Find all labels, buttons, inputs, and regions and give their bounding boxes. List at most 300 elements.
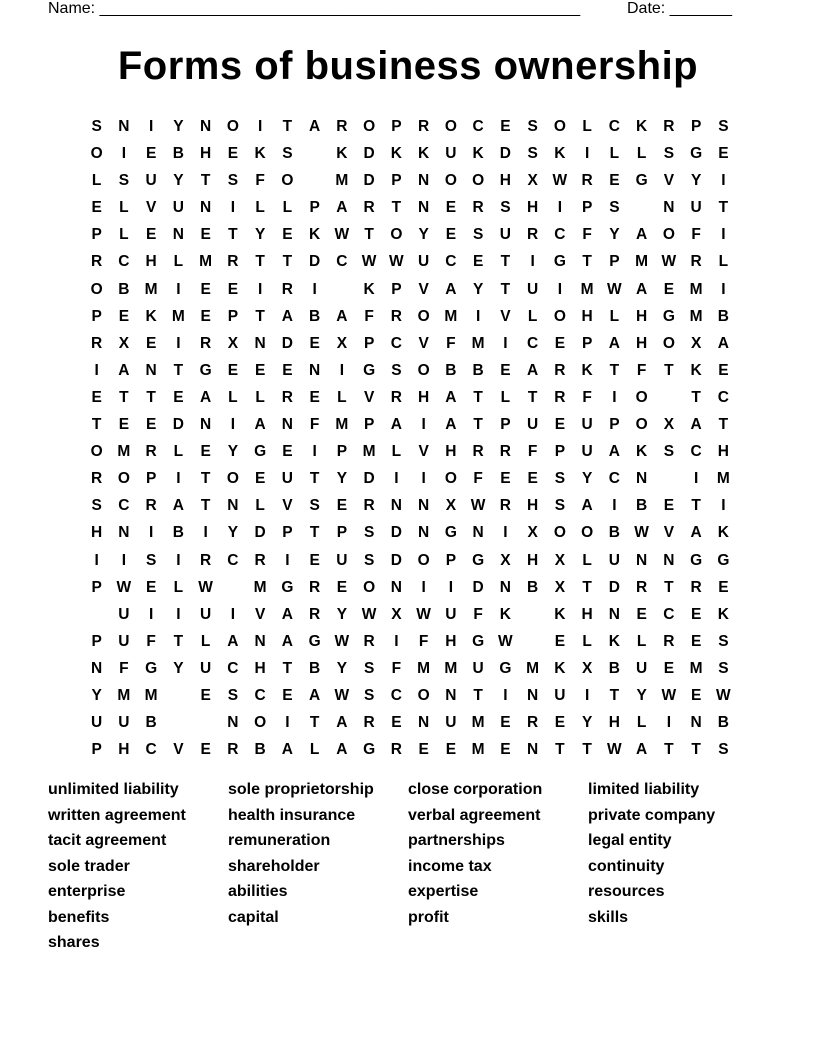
grid-cell[interactable]: K bbox=[145, 307, 157, 325]
grid-cell[interactable]: R bbox=[690, 253, 702, 271]
grid-cell[interactable] bbox=[301, 167, 328, 194]
grid-cell[interactable]: V bbox=[282, 497, 293, 515]
grid-cell[interactable]: C bbox=[608, 470, 620, 488]
grid-cell[interactable]: A bbox=[581, 497, 593, 515]
grid-cell[interactable]: T bbox=[200, 497, 211, 515]
grid-cell[interactable]: X bbox=[336, 334, 348, 352]
grid-cell[interactable]: O bbox=[281, 172, 294, 190]
grid-cell[interactable]: N bbox=[472, 524, 484, 542]
grid-cell[interactable]: P bbox=[227, 307, 239, 325]
grid-cell[interactable]: V bbox=[418, 443, 429, 461]
grid-cell[interactable]: L bbox=[255, 199, 265, 217]
grid-cell[interactable]: H bbox=[418, 388, 430, 406]
date-field-label[interactable]: Date: _______ bbox=[627, 0, 732, 17]
grid-cell[interactable]: I bbox=[394, 632, 399, 650]
grid-cell[interactable]: G bbox=[363, 361, 376, 379]
grid-cell[interactable]: D bbox=[390, 524, 402, 542]
grid-cell[interactable]: A bbox=[281, 632, 293, 650]
grid-cell[interactable]: A bbox=[281, 307, 293, 325]
grid-cell[interactable]: I bbox=[448, 578, 454, 596]
grid-cell[interactable]: O bbox=[90, 443, 103, 461]
grid-cell[interactable]: O bbox=[417, 307, 430, 325]
grid-cell[interactable]: P bbox=[391, 118, 402, 135]
grid-cell[interactable]: C bbox=[227, 551, 239, 569]
grid-cell[interactable]: B bbox=[309, 659, 321, 677]
grid-cell[interactable]: U bbox=[499, 226, 511, 244]
grid-cell[interactable]: T bbox=[309, 470, 320, 488]
grid-cell[interactable]: R bbox=[363, 714, 375, 732]
grid-cell[interactable]: S bbox=[227, 686, 239, 704]
grid-cell[interactable]: L bbox=[255, 388, 265, 406]
grid-cell[interactable]: Y bbox=[581, 470, 593, 488]
grid-cell[interactable]: C bbox=[145, 741, 157, 759]
grid-cell[interactable]: T bbox=[582, 578, 592, 596]
grid-cell[interactable]: K bbox=[418, 145, 430, 163]
grid-cell[interactable]: K bbox=[390, 145, 402, 163]
grid-cell[interactable]: N bbox=[636, 470, 648, 488]
grid-cell[interactable]: Y bbox=[173, 172, 184, 190]
grid-cell[interactable]: T bbox=[664, 741, 674, 759]
grid-cell[interactable]: H bbox=[445, 632, 457, 650]
grid-cell[interactable]: L bbox=[173, 443, 184, 461]
grid-cell[interactable]: E bbox=[200, 307, 211, 325]
grid-cell[interactable]: T bbox=[200, 172, 211, 190]
grid-cell[interactable]: E bbox=[227, 361, 239, 379]
grid-cell[interactable]: X bbox=[227, 334, 239, 352]
grid-cell[interactable]: E bbox=[200, 686, 211, 704]
grid-cell[interactable]: R bbox=[336, 118, 348, 135]
grid-cell[interactable]: G bbox=[499, 659, 512, 677]
grid-cell[interactable]: I bbox=[176, 280, 181, 298]
grid-cell[interactable]: W bbox=[334, 632, 350, 650]
grid-cell[interactable]: G bbox=[254, 443, 267, 461]
grid-cell[interactable]: S bbox=[718, 659, 729, 677]
grid-cell[interactable]: M bbox=[253, 578, 267, 596]
grid-cell[interactable]: T bbox=[691, 497, 701, 515]
grid-cell[interactable]: N bbox=[527, 741, 539, 759]
grid-cell[interactable]: T bbox=[282, 253, 293, 271]
grid-cell[interactable]: E bbox=[145, 226, 157, 244]
grid-cell[interactable]: I bbox=[94, 551, 99, 569]
grid-cell[interactable]: E bbox=[663, 280, 675, 298]
grid-cell[interactable]: S bbox=[91, 497, 102, 515]
grid-cell[interactable]: R bbox=[309, 605, 321, 623]
grid-cell[interactable]: P bbox=[690, 118, 702, 135]
grid-cell[interactable]: I bbox=[612, 388, 617, 406]
grid-cell[interactable]: I bbox=[421, 470, 426, 488]
grid-cell[interactable]: R bbox=[499, 443, 511, 461]
grid-cell[interactable]: F bbox=[418, 632, 429, 650]
grid-cell[interactable]: A bbox=[636, 226, 648, 244]
grid-cell[interactable]: T bbox=[555, 741, 565, 759]
grid-cell[interactable]: K bbox=[690, 361, 702, 379]
grid-cell[interactable]: P bbox=[363, 416, 375, 434]
grid-cell[interactable]: M bbox=[471, 741, 485, 759]
grid-cell[interactable]: U bbox=[200, 605, 212, 623]
grid-cell[interactable]: Y bbox=[91, 686, 102, 704]
grid-cell[interactable]: I bbox=[176, 605, 181, 623]
grid-cell[interactable]: B bbox=[118, 280, 130, 298]
grid-cell[interactable]: A bbox=[118, 361, 130, 379]
grid-cell[interactable]: E bbox=[145, 334, 157, 352]
grid-cell[interactable]: S bbox=[554, 470, 566, 488]
grid-cell[interactable]: N bbox=[309, 361, 321, 379]
grid-cell[interactable]: A bbox=[254, 416, 266, 434]
grid-cell[interactable]: N bbox=[418, 199, 430, 217]
grid-cell[interactable] bbox=[219, 574, 246, 601]
grid-cell[interactable]: N bbox=[418, 172, 430, 190]
grid-cell[interactable] bbox=[192, 709, 219, 736]
grid-cell[interactable]: C bbox=[663, 605, 675, 623]
grid-cell[interactable]: S bbox=[718, 632, 729, 650]
grid-cell[interactable]: E bbox=[418, 741, 429, 759]
grid-cell[interactable]: P bbox=[336, 443, 348, 461]
grid-cell[interactable]: B bbox=[608, 524, 620, 542]
grid-cell[interactable]: D bbox=[281, 334, 293, 352]
grid-cell[interactable]: I bbox=[339, 361, 345, 379]
grid-cell[interactable]: H bbox=[91, 524, 103, 542]
grid-cell[interactable]: T bbox=[255, 307, 265, 325]
grid-cell[interactable]: C bbox=[445, 253, 457, 271]
grid-cell[interactable]: F bbox=[309, 416, 320, 434]
grid-cell[interactable]: N bbox=[281, 416, 293, 434]
grid-cell[interactable]: E bbox=[445, 199, 457, 217]
grid-cell[interactable]: R bbox=[390, 388, 402, 406]
grid-cell[interactable]: P bbox=[609, 253, 620, 271]
grid-cell[interactable]: N bbox=[118, 118, 130, 135]
grid-cell[interactable]: N bbox=[200, 118, 212, 135]
grid-cell[interactable]: F bbox=[582, 226, 592, 244]
grid-cell[interactable]: M bbox=[444, 307, 458, 325]
grid-cell[interactable]: T bbox=[718, 416, 729, 434]
grid-cell[interactable]: N bbox=[145, 361, 157, 379]
grid-cell[interactable]: O bbox=[444, 470, 457, 488]
grid-cell[interactable]: U bbox=[445, 145, 457, 163]
grid-cell[interactable]: P bbox=[91, 741, 102, 759]
grid-cell[interactable]: H bbox=[636, 307, 648, 325]
grid-cell[interactable]: I bbox=[230, 416, 236, 434]
grid-cell[interactable]: N bbox=[254, 334, 266, 352]
grid-cell[interactable]: T bbox=[309, 714, 320, 732]
grid-cell[interactable]: L bbox=[609, 307, 620, 325]
grid-cell[interactable]: E bbox=[663, 659, 675, 677]
grid-cell[interactable]: E bbox=[554, 714, 566, 732]
grid-cell[interactable]: G bbox=[363, 741, 376, 759]
grid-cell[interactable]: U bbox=[445, 714, 457, 732]
grid-cell[interactable]: T bbox=[364, 226, 374, 244]
grid-cell[interactable]: U bbox=[145, 172, 157, 190]
grid-cell[interactable]: D bbox=[363, 172, 375, 190]
grid-cell[interactable]: A bbox=[309, 118, 321, 135]
grid-cell[interactable]: M bbox=[417, 659, 431, 677]
grid-cell[interactable]: F bbox=[473, 470, 483, 488]
grid-cell[interactable]: W bbox=[198, 578, 213, 596]
grid-cell[interactable]: F bbox=[364, 307, 374, 325]
grid-cell[interactable]: B bbox=[472, 361, 484, 379]
grid-cell[interactable]: H bbox=[717, 443, 729, 461]
grid-cell[interactable]: C bbox=[527, 334, 539, 352]
grid-cell[interactable]: U bbox=[445, 605, 457, 623]
grid-cell[interactable]: R bbox=[227, 253, 239, 271]
grid-cell[interactable]: E bbox=[282, 686, 293, 704]
grid-cell[interactable]: M bbox=[526, 659, 540, 677]
grid-cell[interactable]: O bbox=[472, 172, 485, 190]
grid-cell[interactable]: R bbox=[363, 632, 375, 650]
grid-cell[interactable]: T bbox=[309, 524, 320, 542]
grid-cell[interactable]: Y bbox=[254, 226, 266, 244]
grid-cell[interactable]: H bbox=[118, 741, 130, 759]
grid-cell[interactable]: C bbox=[254, 686, 266, 704]
grid-cell[interactable]: R bbox=[690, 578, 702, 596]
grid-cell[interactable]: R bbox=[281, 280, 293, 298]
grid-cell[interactable]: M bbox=[144, 280, 158, 298]
grid-cell[interactable]: F bbox=[527, 443, 538, 461]
grid-cell[interactable]: W bbox=[498, 632, 513, 650]
grid-cell[interactable]: T bbox=[173, 361, 184, 379]
grid-cell[interactable] bbox=[628, 194, 655, 221]
grid-cell[interactable]: A bbox=[608, 334, 620, 352]
grid-cell[interactable]: F bbox=[636, 361, 647, 379]
grid-cell[interactable]: U bbox=[118, 605, 130, 623]
grid-cell[interactable] bbox=[165, 682, 192, 709]
grid-cell[interactable]: A bbox=[281, 605, 293, 623]
grid-cell[interactable]: R bbox=[418, 118, 430, 135]
grid-cell[interactable]: W bbox=[552, 172, 568, 190]
grid-cell[interactable]: T bbox=[500, 280, 511, 298]
grid-cell[interactable]: I bbox=[721, 497, 726, 515]
grid-cell[interactable]: R bbox=[663, 118, 675, 135]
grid-cell[interactable]: A bbox=[636, 280, 648, 298]
grid-cell[interactable]: R bbox=[145, 443, 157, 461]
grid-cell[interactable]: D bbox=[499, 145, 511, 163]
grid-cell[interactable]: N bbox=[390, 578, 402, 596]
grid-cell[interactable]: O bbox=[662, 226, 675, 244]
grid-cell[interactable]: V bbox=[145, 199, 157, 217]
grid-cell[interactable]: S bbox=[363, 551, 375, 569]
grid-cell[interactable]: G bbox=[145, 659, 158, 677]
grid-cell[interactable]: O bbox=[90, 145, 103, 163]
grid-cell[interactable]: K bbox=[554, 605, 566, 623]
grid-cell[interactable]: P bbox=[609, 416, 620, 434]
grid-cell[interactable]: P bbox=[581, 199, 593, 217]
grid-cell[interactable]: N bbox=[118, 524, 130, 542]
grid-cell[interactable]: G bbox=[472, 632, 485, 650]
grid-cell[interactable]: M bbox=[362, 443, 376, 461]
grid-cell[interactable]: I bbox=[230, 605, 236, 623]
grid-cell[interactable]: E bbox=[500, 714, 511, 732]
grid-cell[interactable]: S bbox=[527, 118, 538, 135]
grid-cell[interactable]: G bbox=[662, 307, 675, 325]
grid-cell[interactable]: I bbox=[121, 145, 127, 163]
grid-cell[interactable]: A bbox=[636, 741, 648, 759]
grid-cell[interactable]: Y bbox=[173, 118, 184, 135]
grid-cell[interactable]: W bbox=[661, 253, 677, 271]
grid-cell[interactable]: M bbox=[471, 714, 485, 732]
grid-cell[interactable]: W bbox=[334, 226, 350, 244]
grid-cell[interactable]: S bbox=[363, 524, 375, 542]
grid-cell[interactable]: U bbox=[281, 470, 293, 488]
grid-cell[interactable]: Y bbox=[336, 470, 348, 488]
grid-cell[interactable]: R bbox=[499, 497, 511, 515]
grid-cell[interactable]: M bbox=[144, 686, 158, 704]
grid-cell[interactable]: V bbox=[663, 172, 675, 190]
grid-cell[interactable]: E bbox=[227, 145, 239, 163]
grid-cell[interactable]: M bbox=[689, 307, 703, 325]
grid-cell[interactable]: A bbox=[608, 443, 620, 461]
grid-cell[interactable]: E bbox=[554, 632, 566, 650]
grid-cell[interactable]: R bbox=[554, 361, 566, 379]
grid-cell[interactable]: K bbox=[554, 659, 566, 677]
grid-cell[interactable]: T bbox=[609, 686, 620, 704]
grid-cell[interactable]: F bbox=[146, 632, 156, 650]
grid-cell[interactable]: E bbox=[227, 280, 239, 298]
grid-cell[interactable]: E bbox=[118, 307, 130, 325]
grid-cell[interactable]: L bbox=[527, 307, 538, 325]
grid-cell[interactable]: F bbox=[255, 172, 265, 190]
grid-cell[interactable]: I bbox=[257, 280, 263, 298]
grid-cell[interactable]: U bbox=[690, 199, 702, 217]
grid-cell[interactable]: B bbox=[172, 145, 184, 163]
grid-cell[interactable]: D bbox=[363, 470, 375, 488]
grid-cell[interactable]: I bbox=[530, 253, 535, 271]
grid-cell[interactable]: N bbox=[91, 659, 103, 677]
grid-cell[interactable]: D bbox=[390, 551, 402, 569]
grid-cell[interactable]: I bbox=[176, 334, 181, 352]
grid-cell[interactable]: N bbox=[608, 605, 620, 623]
grid-cell[interactable]: E bbox=[91, 199, 102, 217]
grid-cell[interactable]: I bbox=[557, 199, 563, 217]
grid-cell[interactable]: X bbox=[118, 334, 130, 352]
grid-cell[interactable]: H bbox=[608, 714, 620, 732]
grid-cell[interactable]: F bbox=[391, 659, 402, 677]
grid-cell[interactable]: R bbox=[91, 334, 103, 352]
grid-cell[interactable]: G bbox=[199, 361, 212, 379]
grid-cell[interactable]: Y bbox=[227, 443, 239, 461]
grid-cell[interactable]: K bbox=[717, 605, 729, 623]
grid-cell[interactable]: P bbox=[91, 632, 102, 650]
grid-cell[interactable]: V bbox=[500, 307, 511, 325]
grid-cell[interactable]: E bbox=[145, 145, 157, 163]
grid-cell[interactable]: M bbox=[635, 253, 649, 271]
grid-cell[interactable]: F bbox=[473, 605, 483, 623]
grid-cell[interactable]: S bbox=[663, 443, 675, 461]
grid-cell[interactable]: N bbox=[418, 497, 430, 515]
grid-cell[interactable]: G bbox=[717, 551, 730, 569]
grid-cell[interactable]: T bbox=[527, 388, 538, 406]
grid-cell[interactable]: T bbox=[282, 659, 293, 677]
grid-cell[interactable]: G bbox=[553, 253, 566, 271]
grid-cell[interactable]: S bbox=[663, 145, 675, 163]
grid-cell[interactable]: V bbox=[663, 524, 675, 542]
grid-cell[interactable]: P bbox=[309, 199, 320, 217]
grid-cell[interactable]: E bbox=[200, 741, 211, 759]
grid-cell[interactable]: A bbox=[336, 741, 348, 759]
grid-cell[interactable]: U bbox=[172, 199, 184, 217]
grid-cell[interactable]: I bbox=[148, 118, 154, 135]
grid-cell[interactable] bbox=[519, 601, 546, 628]
grid-cell[interactable]: E bbox=[554, 416, 566, 434]
grid-cell[interactable]: D bbox=[254, 524, 266, 542]
grid-cell[interactable]: U bbox=[554, 686, 566, 704]
grid-cell[interactable]: I bbox=[257, 118, 263, 135]
grid-cell[interactable]: E bbox=[391, 714, 402, 732]
grid-cell[interactable]: I bbox=[285, 714, 290, 732]
grid-cell[interactable]: U bbox=[581, 443, 593, 461]
grid-cell[interactable]: A bbox=[309, 686, 321, 704]
grid-cell[interactable]: T bbox=[282, 118, 293, 135]
grid-cell[interactable]: X bbox=[500, 551, 511, 569]
grid-cell[interactable]: E bbox=[336, 578, 348, 596]
grid-cell[interactable]: B bbox=[445, 361, 457, 379]
grid-cell[interactable]: I bbox=[612, 497, 617, 515]
grid-cell[interactable]: L bbox=[119, 199, 129, 217]
grid-cell[interactable] bbox=[655, 465, 682, 492]
grid-cell[interactable]: E bbox=[282, 443, 293, 461]
grid-cell[interactable]: R bbox=[91, 253, 103, 271]
grid-cell[interactable]: I bbox=[721, 226, 726, 244]
grid-cell[interactable]: D bbox=[363, 145, 375, 163]
grid-cell[interactable]: I bbox=[666, 714, 672, 732]
grid-cell[interactable]: E bbox=[91, 388, 102, 406]
grid-cell[interactable]: T bbox=[664, 361, 674, 379]
grid-cell[interactable]: E bbox=[173, 388, 184, 406]
grid-cell[interactable] bbox=[328, 276, 355, 303]
grid-cell[interactable]: S bbox=[472, 226, 484, 244]
grid-cell[interactable]: R bbox=[581, 172, 593, 190]
grid-cell[interactable]: T bbox=[473, 686, 483, 704]
grid-cell[interactable]: G bbox=[308, 632, 321, 650]
grid-cell[interactable]: S bbox=[227, 172, 239, 190]
grid-cell[interactable]: N bbox=[200, 416, 212, 434]
grid-cell[interactable]: T bbox=[119, 388, 129, 406]
grid-cell[interactable]: L bbox=[718, 253, 729, 271]
grid-cell[interactable]: G bbox=[281, 578, 294, 596]
grid-cell[interactable]: P bbox=[391, 280, 402, 298]
grid-cell[interactable]: E bbox=[254, 361, 266, 379]
grid-cell[interactable]: S bbox=[718, 741, 729, 759]
grid-cell[interactable]: L bbox=[173, 578, 184, 596]
grid-cell[interactable]: H bbox=[145, 253, 157, 271]
grid-cell[interactable]: L bbox=[309, 741, 320, 759]
grid-cell[interactable]: E bbox=[309, 551, 320, 569]
grid-cell[interactable]: L bbox=[255, 497, 265, 515]
grid-cell[interactable] bbox=[519, 628, 546, 655]
grid-cell[interactable]: E bbox=[445, 226, 457, 244]
grid-cell[interactable]: C bbox=[608, 118, 620, 135]
grid-cell[interactable]: K bbox=[363, 280, 375, 298]
grid-cell[interactable]: R bbox=[200, 551, 212, 569]
grid-cell[interactable]: Y bbox=[336, 605, 348, 623]
grid-cell[interactable]: O bbox=[553, 524, 566, 542]
grid-cell[interactable]: N bbox=[499, 578, 511, 596]
grid-cell[interactable]: P bbox=[554, 443, 566, 461]
grid-cell[interactable]: A bbox=[527, 361, 539, 379]
grid-cell[interactable]: S bbox=[500, 199, 511, 217]
grid-cell[interactable]: S bbox=[282, 145, 293, 163]
grid-cell[interactable]: T bbox=[500, 253, 511, 271]
grid-cell[interactable]: L bbox=[636, 145, 647, 163]
grid-cell[interactable]: B bbox=[636, 497, 648, 515]
grid-cell[interactable]: S bbox=[118, 172, 130, 190]
grid-cell[interactable]: U bbox=[527, 280, 539, 298]
grid-cell[interactable]: R bbox=[227, 741, 239, 759]
grid-cell[interactable]: R bbox=[390, 741, 402, 759]
grid-cell[interactable]: G bbox=[472, 551, 485, 569]
grid-cell[interactable]: U bbox=[118, 714, 130, 732]
grid-cell[interactable]: H bbox=[636, 334, 648, 352]
grid-cell[interactable]: M bbox=[117, 443, 131, 461]
grid-cell[interactable]: L bbox=[582, 118, 592, 135]
